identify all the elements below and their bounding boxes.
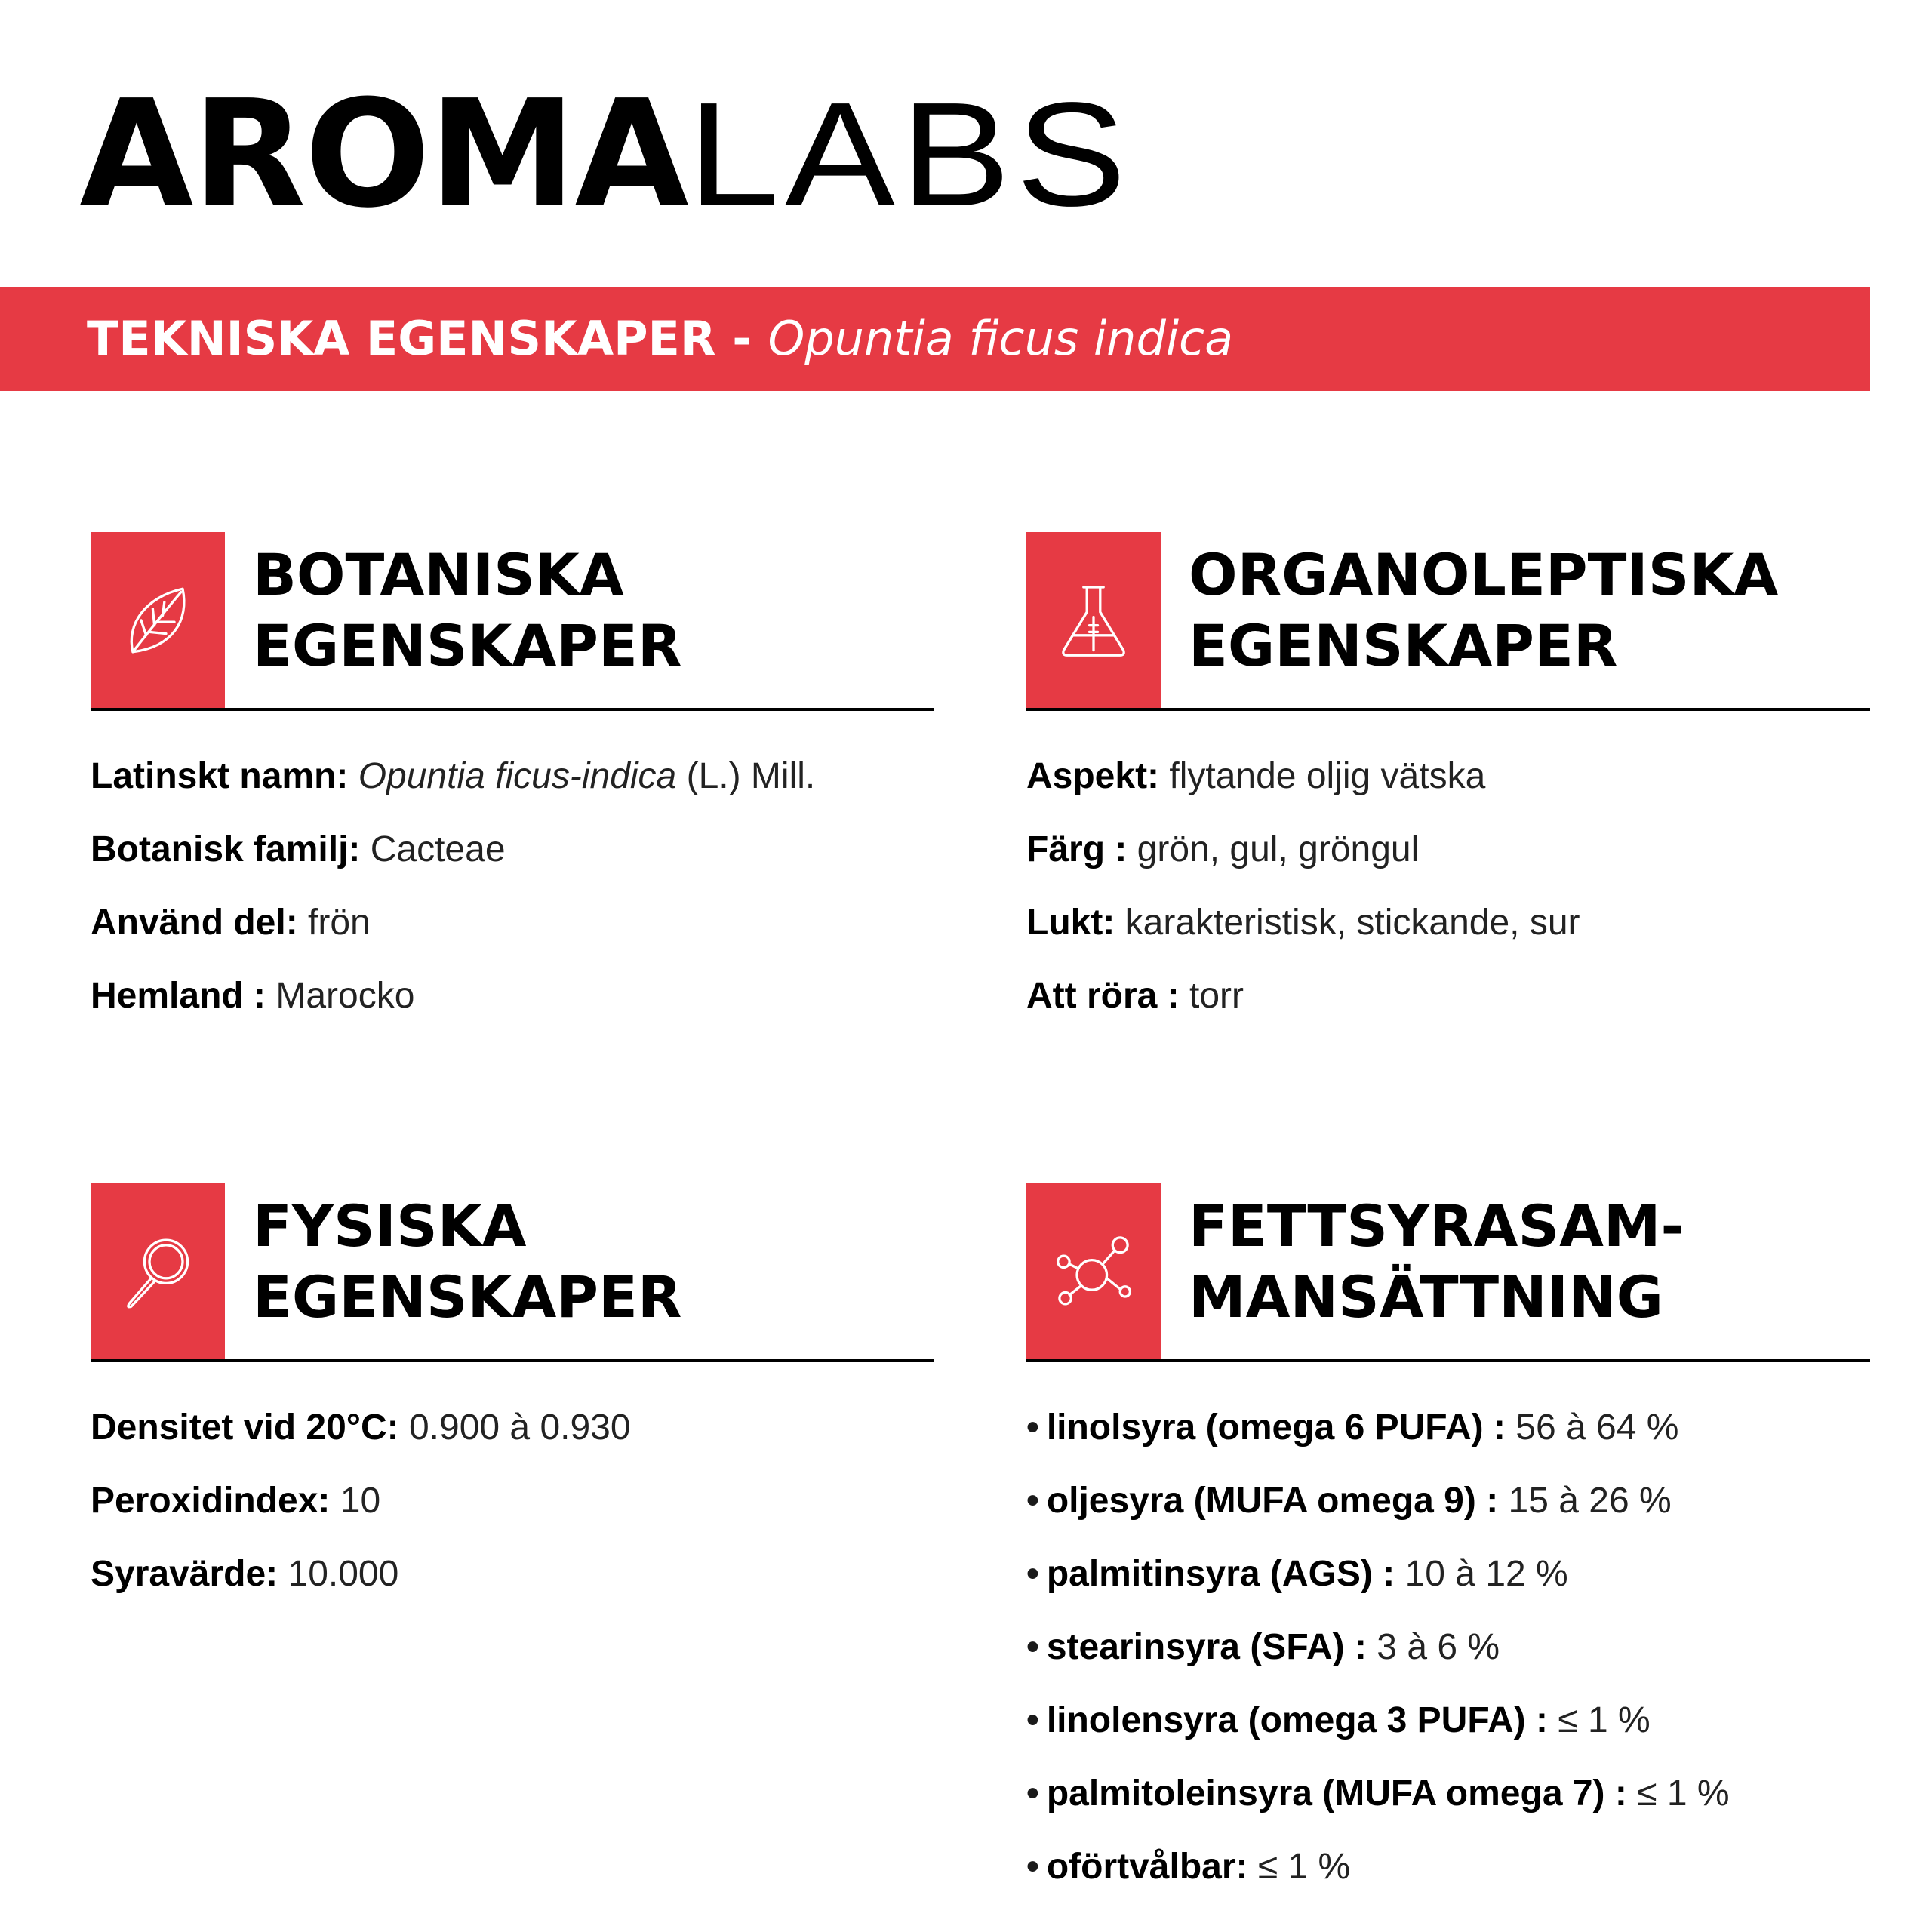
icon-box xyxy=(1026,532,1161,709)
section-header xyxy=(91,532,934,710)
property-row: Att röra : torr xyxy=(1026,976,1244,1016)
fatty-acid-list xyxy=(1026,1401,1730,1913)
section-title: ORGANOLEPTISKA EGENSKAPER xyxy=(1189,541,1779,679)
icon-box xyxy=(1026,1183,1161,1360)
banner-title-main: TEKNISKA EGENSKAPER - xyxy=(87,311,768,366)
list-item: • oljesyra (MUFA omega 9) : 15 à 26 % xyxy=(1026,1481,1672,1521)
brand-logo xyxy=(79,69,1132,241)
section-divider xyxy=(1026,1359,1870,1362)
property-row: Lukt: karakteristisk, stickande, sur xyxy=(1026,903,1580,943)
banner-species: Opuntia ficus indica xyxy=(768,311,1234,366)
icon-box xyxy=(91,1183,225,1360)
section-header xyxy=(91,1183,934,1361)
section-divider xyxy=(91,708,934,711)
banner-title xyxy=(87,287,1233,391)
section-botanical xyxy=(91,532,934,1016)
property-list xyxy=(1026,749,1580,1042)
section-fatty-acids xyxy=(1026,1183,1870,1887)
property-list xyxy=(91,749,815,1042)
property-list xyxy=(91,1401,631,1620)
property-row: Syravärde: 10.000 xyxy=(91,1554,399,1594)
list-item: • linolensyra (omega 3 PUFA) : ≤ 1 % xyxy=(1026,1700,1651,1740)
list-item: • linolsyra (omega 6 PUFA) : 56 à 64 % xyxy=(1026,1407,1679,1447)
section-title: FETTSYRASAM- MANSÄTTNING xyxy=(1189,1192,1685,1331)
title-banner xyxy=(0,287,1870,391)
property-row: Latinskt namn: Opuntia ficus-indica (L.) Mill. xyxy=(91,756,816,796)
property-row: Använd del: frön xyxy=(91,903,371,943)
magnifier-icon xyxy=(116,1230,199,1313)
property-row: Botanisk familj: Cacteae xyxy=(91,829,506,869)
section-physical xyxy=(91,1183,934,1594)
section-divider xyxy=(1026,708,1870,711)
section-header xyxy=(1026,1183,1870,1361)
property-row: Hemland : Marocko xyxy=(91,976,415,1016)
section-header xyxy=(1026,532,1870,710)
property-row: Peroxidindex: 10 xyxy=(91,1481,381,1521)
icon-box xyxy=(91,532,225,709)
list-item: • oförtvålbar: ≤ 1 % xyxy=(1026,1847,1351,1887)
section-organoleptic xyxy=(1026,532,1870,1016)
property-row: Aspekt: flytande oljig vätska xyxy=(1026,756,1486,796)
property-row: Färg : grön, gul, gröngul xyxy=(1026,829,1420,869)
leaf-icon xyxy=(116,579,199,662)
section-divider xyxy=(91,1359,934,1362)
list-item: • stearinsyra (SFA) : 3 à 6 % xyxy=(1026,1627,1500,1667)
list-item: • palmitoleinsyra (MUFA omega 7) : ≤ 1 % xyxy=(1026,1774,1730,1814)
section-title: FYSISKA EGENSKAPER xyxy=(253,1192,682,1331)
section-title: BOTANISKA EGENSKAPER xyxy=(253,541,682,679)
list-item: • palmitinsyra (AGS) : 10 à 12 % xyxy=(1026,1554,1568,1594)
flask-icon xyxy=(1052,579,1135,662)
property-row: Densitet vid 20°C: 0.900 à 0.930 xyxy=(91,1407,631,1447)
logo-bold-text: AROMA xyxy=(79,69,688,241)
logo-thin-text: LABS xyxy=(687,72,1132,237)
molecule-icon xyxy=(1052,1230,1135,1313)
